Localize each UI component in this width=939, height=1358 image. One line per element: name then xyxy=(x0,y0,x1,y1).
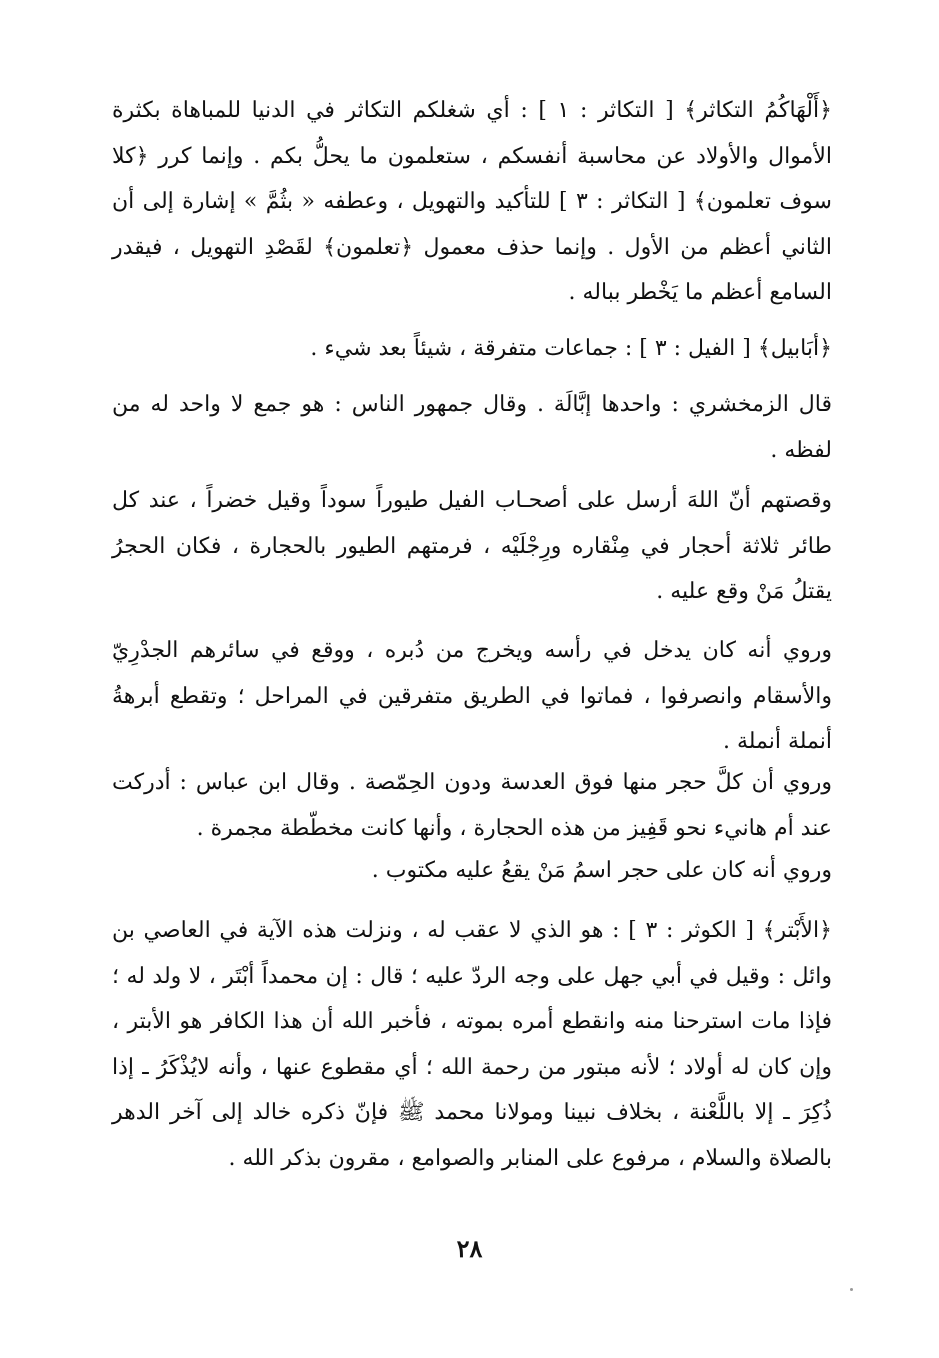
paragraph-story xyxy=(112,478,832,615)
paragraph-text: وروي أن كلَّ حجر منها فوق العدسة ودون الحِمّصة . وقال ابن عباس : أدركت عند أم هانيء نحو قَفِيز من هذه الحجارة ، وأنها كانت مخطّطة مجمرة . xyxy=(112,770,832,841)
paragraph-narration-1 xyxy=(112,628,832,765)
scan-dot xyxy=(850,1288,853,1291)
paragraph-abtar xyxy=(112,908,832,1181)
paragraph-text: ﴿الأَبْتر﴾ [ الكوثر : ٣ ] : هو الذي لا عقب له ، ونزلت هذه الآية في العاصي بن وائل : وقيل في أبي جهل على وجه الردّ عليه ؛ قال : إن محمداً أبْتَر ، لا ولد له ؛ فإذا مات استرحنا منه وانقطع أمره بموته ، فأخبر الله أن هذا الكافر هو الأبتر ، وإن كان له أولاد ؛ لأنه مبتور من رحمة الله ؛ أي مقطوع عنها ، وأنه لايُذْكَرُ ـ إذا ذُكِرَ ـ إلا باللَّعْنة ، بخلاف نبينا ومولانا محمد ﷺ فإنّ ذكره خالد إلى آخر الدهر بالصلاة والسلام ، مرفوع على المنابر والصوامع ، مقرون بذكر الله . xyxy=(112,918,832,1171)
paragraph-text: وقصتهم أنّ اللهَ أرسل على أصحـاب الفيل طيوراً سوداً وقيل خضراً ، عند كل طائر ثلاثة أحجار في مِنْقاره ورِجْلَيْه ، فرمتهم الطيور بالحجارة ، فكان الحجرُ يقتلُ مَنْ وقع عليه . xyxy=(112,488,832,604)
paragraph-text: ﴿أبَابيل﴾ [ الفيل : ٣ ] : جماعات متفرقة ، شيئاً بعد شيء . xyxy=(310,336,832,361)
paragraph-takathur xyxy=(112,88,832,316)
paragraph-narration-3 xyxy=(112,848,832,894)
paragraph-ababil xyxy=(112,326,832,372)
paragraph-narration-2 xyxy=(112,760,832,851)
paragraph-text: وروي أنه كان على حجر اسمُ مَنْ يقعُ عليه مكتوب . xyxy=(371,858,832,883)
paragraph-text: قال الزمخشري : واحدها إبَّالَة . وقال جمهور الناس : هو جمع لا واحد له من لفظه . xyxy=(112,392,832,463)
paragraph-text: ﴿أَلْهَاكُمُ التكاثر﴾ [ التكاثر : ١ ] : أي شغلكم التكاثر في الدنيا للمباهاة بكثرة الأموال والأولاد عن محاسبة أنفسكم ، ستعلمون ما يحلُّ بكم . وإنما كرر ﴿كلا سوف تعلمون﴾ [ التكاثر : ٣ ] للتأكيد والتهويل ، وعطفه « بثُمَّ » إشارة إلى أن الثاني أعظم من الأول . وإنما حذف معمول ﴿تعلمون﴾ لقَصْدِ التهويل ، فيقدر السامع أعظم ما يَخْطر بباله . xyxy=(112,98,833,305)
paragraph-zamakhshari xyxy=(112,382,832,473)
page-number: ٢٨ xyxy=(456,1234,483,1263)
paragraph-text: وروي أنه كان يدخل في رأسه ويخرج من دُبره ، ووقع في سائرهم الجدْرِيّ والأسقام وانصرفوا ، فماتوا في الطريق متفرقين في المراحل ؛ وتقطع أبرهةُ أنملة أنملة . xyxy=(112,638,832,754)
